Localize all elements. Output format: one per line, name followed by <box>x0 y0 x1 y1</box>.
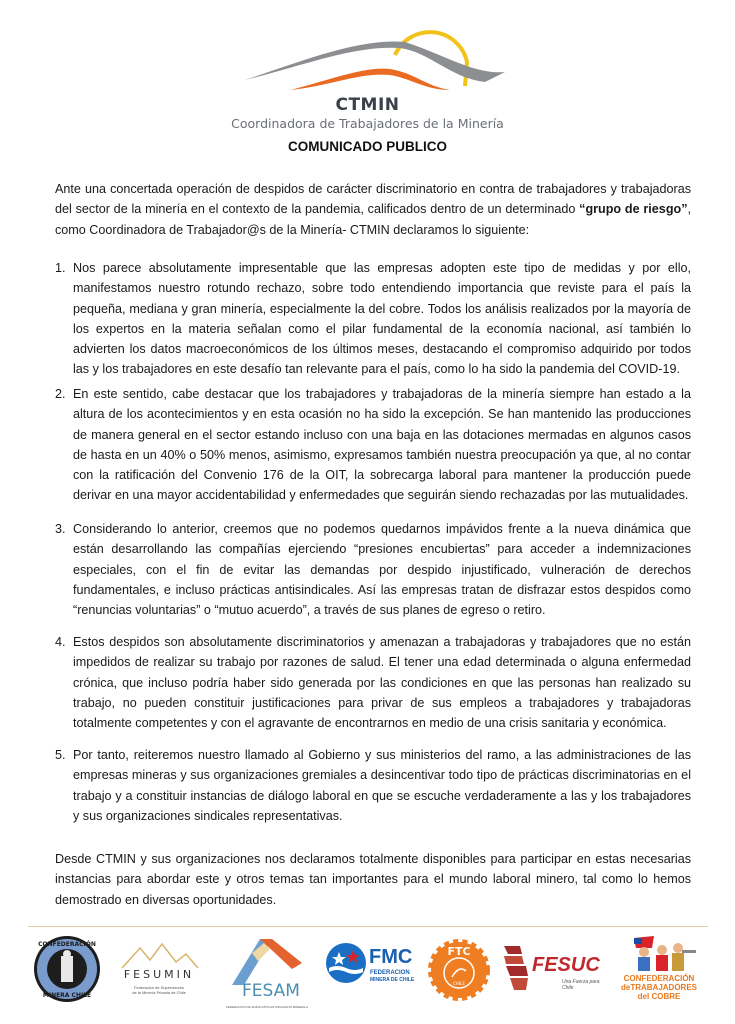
list-item <box>55 384 691 506</box>
item-number: 3. <box>55 522 66 536</box>
fmc-caption-2: MINERA DE CHILE <box>370 977 415 983</box>
fesam-caption: FEDERACION DE SINDICATOS ANTOFAGASTA MINERALS <box>225 1005 309 1009</box>
fmc-caption-1: FEDERACION <box>370 970 410 976</box>
brand-name: CTMIN <box>335 95 400 115</box>
fmc-name: FMC <box>369 946 413 968</box>
fmc-globe-stars-icon <box>325 942 367 984</box>
fesuc-tagline: Una Fuerza para Chile <box>562 979 600 991</box>
item-text: Estos despidos son absolutamente discriminatorios y amenazan a trabajadoras y trabajadores que no están impedidos de realizar su trabajo por razones de salud. El tener una edad determinada o alguna enfermedad crónica, que incluso podría haber sido generada por las condiciones en que las personas han realizado su trabajo, no pueden constituir justificaciones para privar de sus empleos a trabajadores y trabajadoras totalmente competentes y con el agravante de encontrarnos en medio de una crisis sanitaria y económica. <box>73 635 691 731</box>
seal-top-text: CONFEDERACIÓN <box>38 941 96 948</box>
ftc-name: FTC <box>447 945 471 958</box>
fesam-roof-icon <box>222 933 312 988</box>
item-number: 1. <box>55 261 66 275</box>
cobre-line-2: deTRABAJADORES <box>620 983 697 992</box>
list-item <box>55 519 691 620</box>
list-item <box>55 258 691 380</box>
cobre-line-3: del COBRE <box>637 992 681 1001</box>
item-number: 5. <box>55 748 66 762</box>
ctmin-logo-icon <box>245 20 505 100</box>
intro-text: Ante una concertada operación de despidos de carácter discriminatorio en contra de trabajadores y trabajadoras del sector de la minería en el contexto de la pandemia, calificados dentro de un determinado <box>55 182 691 217</box>
list-item <box>55 745 691 826</box>
closing-paragraph: Desde CTMIN y sus organizaciones nos declaramos totalmente disponibles para participar en estas necesarias instancias para abordar este y otros temas tan importantes para el mundo laboral minero, tal como lo hemos demostrado en diversas oportunidades. <box>55 852 691 907</box>
seal-bottom-text: MINERA CHILE <box>42 992 92 999</box>
logo-fesuc <box>500 944 610 996</box>
ftc-gear-icon <box>428 935 490 1001</box>
list-item <box>55 632 691 733</box>
logo-ftc <box>428 935 490 1001</box>
fesam-name: FESAM <box>242 981 300 1001</box>
logo-confederacion-minera <box>32 934 102 1004</box>
orange-mountain <box>290 69 450 90</box>
item-text: Por tanto, reiteremos nuestro llamado al Gobierno y sus ministerios del ramo, a las administraciones de las empresas mineras y sus organizaciones gremiales a desincentivar todo tipo de prácticas discriminatorias en el trabajo y a constituir instancias de diálogo laboral en que se escuche verdaderamente a las y los trabajadores y sus organizaciones sindicales representativas. <box>73 748 691 823</box>
ftc-inner-text: CHILE <box>453 981 465 986</box>
item-text: Nos parece absolutamente impresentable que las empresas adopten este tipo de medidas y por ello, manifestamos nuestro rotundo rechazo, sobre todo entendiendo importancia que reviste para el país la pequeña, mediana y gran minería, especialmente la del cobre. Todos los análisis realizados por la mayoría de los expertos en la materia señalan como el pilar fundamental de la economía nacional, así también lo advierten los datos macroeconómicos de los últimos meses, destacando el compromiso adquirido por todos las y los trabajadores en este desafío tan relevante para el país, como lo ha sido la pandemia del COVID-19. <box>73 261 691 377</box>
logo-fmc <box>325 942 420 1002</box>
brand-subtitle: Coordinadora de Trabajadores de la Minería <box>231 116 504 131</box>
logo-confederacion-cobre <box>620 934 698 1012</box>
logo-fesumin <box>118 940 200 1010</box>
fesumin-mountains-icon <box>118 940 200 970</box>
item-text: Considerando lo anterior, creemos que no podemos quedarnos impávidos frente a la nueva dinámica que están desarrollando las compañías ejerciendo “presiones encubiertas” para acceder a indemnizaciones especiales, con el fin de evitar las demandas por despido injustificado, vulneración de derechos fundamentales, e incluso prácticas antisindicales. Así las empresas tratan de disfrazar estos despidos como “renuncias voluntarias” o “mutuo acuerdo”, a través de sus planes de egreso o retiro. <box>73 522 691 618</box>
logo-fesam <box>222 933 312 1013</box>
cobre-line-1: CONFEDERACIÓN <box>623 974 695 983</box>
intro-bold-term: “grupo de riesgo” <box>579 202 688 217</box>
document-title: COMUNICADO PUBLICO <box>288 139 447 154</box>
confederacion-minera-seal-icon <box>32 934 102 1004</box>
fesumin-caption: Federación de Supervisores de la Minería Privada de Chile <box>132 985 186 995</box>
item-number: 4. <box>55 635 66 649</box>
fesumin-name: FESUMIN <box>123 968 195 981</box>
workers-illustration-icon <box>620 934 698 974</box>
item-text: En este sentido, cabe destacar que los trabajadores y trabajadoras de la minería siempre han estado a la altura de los acontecimientos y en esta ocasión no ha sido la excepción. Se han mantenido las producciones de manera general en el sector estando incluso con una baja en las dotaciones mermadas en algunos casos de hasta en un 40% o 50% menos, asimismo, expresamos también nuestra preocupación ya que, al no contar con la ratificación del Convenio 176 de la OIT, la sobrecarga laboral para mantener la producción puede derivar en una mayor accidentabilidad y enfermedades que seguirán siendo rechazadas por las mutualidades. <box>73 387 691 503</box>
intro-paragraph <box>55 179 691 240</box>
fesuc-name: FESUC <box>532 954 600 976</box>
intro-text-end: , como Coordinadora de Trabajador@s de la Minería- CTMIN declaramos lo siguiente: <box>55 202 691 237</box>
fesuc-flag-map-icon <box>500 944 530 992</box>
item-number: 2. <box>55 387 66 401</box>
footer-divider <box>28 926 708 927</box>
